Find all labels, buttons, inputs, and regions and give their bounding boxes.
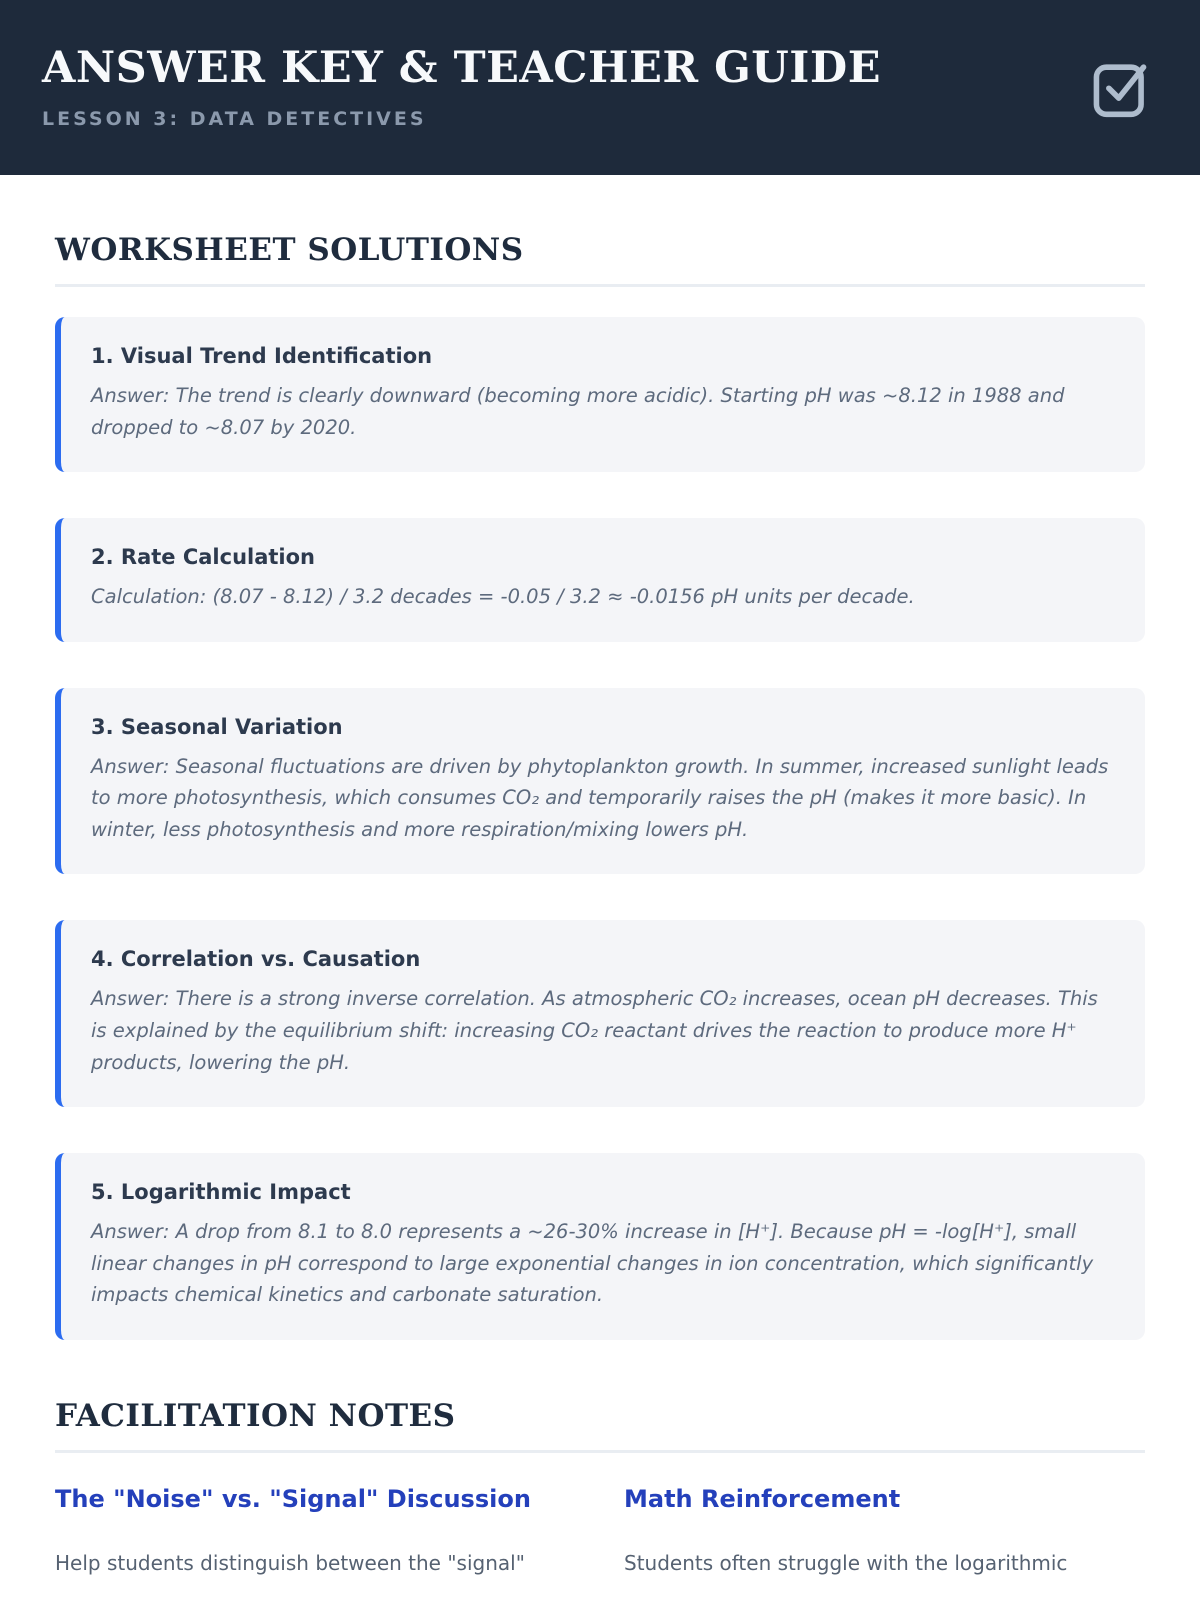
card-answer: Calculation: (8.07 - 8.12) / 3.2 decades = -0.05 / 3.2 ≈ -0.0156 pH units per decade. bbox=[91, 585, 915, 609]
answer-card-5 bbox=[55, 1153, 1145, 1340]
card-title: 3. Seasonal Variation bbox=[91, 714, 343, 739]
card-answer: Answer: A drop from 8.1 to 8.0 represents a ~26-30% increase in [H⁺]. Because pH = -log[H⁺], small linear changes in pH correspond to large exponential changes in ion concentration, which significantly impacts chemical kinetics and carbonate saturation. bbox=[91, 1220, 1094, 1307]
card-title: 1. Visual Trend Identification bbox=[91, 344, 433, 368]
column-title: The "Noise" vs. "Signal" Discussion bbox=[55, 1484, 531, 1513]
card-answer: Answer: The trend is clearly downward (becoming more acidic). Starting pH was ~8.12 in 1988 and dropped to ~8.07 by 2020. bbox=[91, 384, 1065, 439]
section-facilitation-notes bbox=[55, 1398, 1145, 1579]
card-title: 4. Correlation vs. Causation bbox=[91, 947, 421, 972]
card-title: 5. Logarithmic Impact bbox=[91, 1180, 351, 1205]
column-title: Math Reinforcement bbox=[624, 1484, 901, 1513]
facilitation-column-noise-signal bbox=[55, 1485, 576, 1579]
main-content bbox=[0, 232, 1200, 1579]
card-answer: Answer: Seasonal fluctuations are driven by phytoplankton growth. In summer, increased sunlight leads to more photosynthesis, which consumes CO₂ and temporarily raises the pH (makes it more basic). In winter, less photosynthesis and more respiration/mixing lowers pH. bbox=[91, 754, 1109, 841]
checkbox-check-icon bbox=[1090, 56, 1150, 118]
facilitation-notes-heading: FACILITATION NOTES bbox=[55, 1398, 1145, 1453]
page-title: ANSWER KEY & TEACHER GUIDE bbox=[42, 43, 881, 93]
answer-card-1 bbox=[55, 317, 1145, 472]
card-answer: Answer: There is a strong inverse correlation. As atmospheric CO₂ increases, ocean pH decreases. This is explained by the equilibrium shift: increasing CO₂ reactant drives the reaction to produce more H⁺ products, lowering the pH. bbox=[91, 987, 1098, 1074]
page-subtitle: LESSON 3: DATA DETECTIVES bbox=[42, 108, 427, 131]
answer-card-3 bbox=[55, 688, 1145, 875]
section-worksheet-solutions bbox=[55, 232, 1145, 1340]
column-body: Students often struggle with the logarithmic bbox=[624, 1550, 1068, 1575]
page-header bbox=[0, 0, 1200, 175]
facilitation-columns bbox=[55, 1485, 1145, 1579]
facilitation-column-math bbox=[624, 1485, 1145, 1579]
column-body: Help students distinguish between the "signal" bbox=[55, 1550, 525, 1575]
card-title: 2. Rate Calculation bbox=[91, 545, 315, 570]
answer-card-2 bbox=[55, 518, 1145, 642]
answer-card-4 bbox=[55, 920, 1145, 1107]
worksheet-solutions-heading: WORKSHEET SOLUTIONS bbox=[55, 232, 1145, 287]
answer-cards bbox=[55, 317, 1145, 1340]
